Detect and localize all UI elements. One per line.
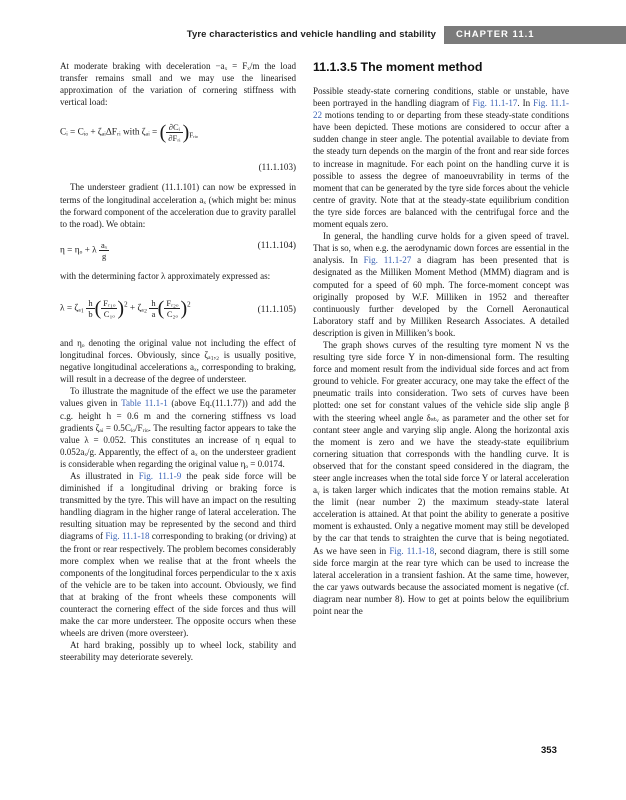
text-run: Possible steady-state cornering conditions, stable or unstable, have been portrayed in the handling diagram of [313, 86, 569, 109]
figure-link[interactable]: Fig. 11.1-27 [363, 255, 412, 266]
text-run: In general, the handling curve holds for a given speed of travel. That is so, when e.g. the aerodynamic down forces are essential in the analysis. In [313, 231, 569, 266]
frac-numerator: h [88, 297, 93, 308]
running-header [0, 26, 626, 44]
right-column [313, 60, 569, 617]
frac-denominator: a [151, 308, 156, 319]
equation-term: + ζₐ₂ [129, 303, 148, 314]
equation-number: (11.1.104) [257, 240, 296, 251]
equation-body: λ = ζₐ₁ [60, 303, 85, 314]
section-title: 11.1.3.5 The moment method [313, 60, 483, 74]
figure-link[interactable]: Fig. 11.1-9 [138, 470, 182, 481]
chapter-tab: CHAPTER 11.1 [444, 26, 626, 44]
paragraph [313, 230, 569, 339]
frac-numerator: aₓ [101, 239, 108, 250]
paragraph: and ηₒ denoting the original value not including the effect of longitudinal forces. Obviously, since ζₐ₁,₂ is usually positive, negative longitudinal accelerations aₓ, corresponding to braking, will result in a decrease of the degree of understeer. [60, 337, 296, 385]
equation-body: Cᵢ = Cᵢₒ + ζₐᵢΔFᵣᵢ with ζₐᵢ = [60, 128, 158, 139]
equation-number: (11.1.105) [257, 304, 296, 315]
text-run: corresponding to braking (or driving) at the front or rear respectively. The problem becomes considerably more complex when we realise that at the front wheels the components of the longitudinal forces perpendicular to the x axis of the vehicle are to be taken into account. Obviously, we find that at braking of the front wheels these components will counteract the cornering effect of the side forces and thus will make the car more understeer. The opposite occurs when these wheels are driven (more oversteer). [60, 531, 296, 639]
page-number: 353 [541, 745, 557, 756]
equation-subscript: Fᵣᵢₒ [189, 131, 198, 140]
frac-numerator: Fᵣ₂ₒ [166, 297, 179, 308]
equation-number: (11.1.103) [258, 162, 296, 173]
table-link[interactable]: Table 11.1-1 [121, 398, 168, 409]
exponent: 2 [124, 300, 128, 309]
paragraph [60, 470, 296, 639]
equation-11-1-103: Cᵢ = Cᵢₒ + ζₐᵢΔFᵣᵢ with ζₐᵢ = ( $\frac{\text{∂Cᵢ}}{\text{∂Fᵣᵢ}}$ )$_{Fᵣᵢ_o}$ [60, 121, 198, 144]
text-run: As illustrated in [70, 470, 139, 481]
figure-link[interactable]: Fig. 11.1-18 [389, 545, 435, 556]
text-run: To illustrate the magnitude of the effect we use the parameter values given in [60, 386, 296, 409]
text-run: motions tending to or departing from these steady-state conditions have been depicted. These motions are considered to occur after a sudden change in steer angle. The potential available to deviate from the steady turn depends on the margin of the front and rear side forces to increase in magnitude. For each point on the handling curve it is possible to assess the degree of manoeuvrability in terms of the moment that can be generated by the tyre side forces about the vehicle centre of gravity. Note that at the steady-state equilibrium condition the tyre side forces are balanced with the centrifugal force and the moment equals zero. [313, 110, 569, 230]
paragraph: At hard braking, possibly up to wheel lock, stability and steerability may deteriorate severely. [60, 640, 296, 663]
text-run: (above Eq.(11.1.77)) and add the c.g. height h = 0.6 m and the cornering stiffness vs load gradients ζₐᵢ = 0.5Cᵢₒ/Fᵣᵢₒ. The resulting factor appears to take the value λ = 0.052. This constitutes an increase of η equal to 0.052aₓ/g. Apparently, the effect of aₓ on the understeer gradient is considerable when regarding the original value ηₒ = 0.0174. [60, 398, 296, 469]
frac-numerator: ∂Cᵢ [166, 122, 182, 133]
paragraph [313, 339, 569, 617]
left-column [60, 60, 296, 663]
exponent: 2 [187, 300, 191, 309]
figure-link[interactable]: Fig. 11.1-22 [313, 98, 569, 121]
paragraph [60, 385, 296, 470]
frac-denominator: C₁ₒ [103, 308, 115, 319]
frac-denominator: ∂Fᵣᵢ [168, 133, 181, 144]
paragraph: At moderate braking with deceleration −aₓ = Fₓ/m the load transfer remains small and we may use the linearised approximation of the variation of cornering stiffness with vertical load: [60, 61, 296, 108]
frac-denominator: C₂ₒ [166, 308, 178, 319]
text-run: , second diagram, there is still some side force margin at the rear tyre which can be used to increase the lateral acceleration in a transient fashion. At the same time, however, the car yaws outwards because the associated moment is negative (cf. diagram near number 8). How to get at points below the equilibrium point near the [313, 545, 569, 617]
equation-11-1-105: λ = ζₐ₁ $\frac{h}{b}$ ( $\frac{\text{Fᵣ₁ₒ}}{\text{C₁ₒ}}$ )$^2$ + ζₐ₂ $\frac{h}{a}$ ( $\frac{\text{Fᵣ₂ₒ}}{\text{C₂ₒ}}$ )$^2$ (11.1.105) [60, 297, 296, 320]
frac-denominator: g [102, 250, 107, 261]
figure-link[interactable]: Fig. 11.1-17 [472, 98, 518, 109]
frac-numerator: Fᵣ₁ₒ [103, 297, 116, 308]
text-run: . In [517, 98, 534, 109]
paragraph: with the determining factor λ approximately expressed as: [60, 270, 271, 281]
frac-numerator: h [151, 297, 156, 308]
figure-link[interactable]: Fig. 11.1-18 [105, 531, 150, 542]
paragraph [313, 85, 569, 230]
paragraph: The understeer gradient (11.1.101) can now be expressed in terms of the longitudinal acceleration aₓ (which might be: minus the forward component of the acceleration due to gravity parallel to the road). We obtain: [60, 182, 296, 229]
text-run: a diagram has been presented that is designated as the Milliken Moment Method (MMM) diagram and is computed for a speed of 60 mph. The force-moment concept was originally proposed by W.F. Milliken in 1952 and thereafter continuously further developed by the Cornell Aeronautical Laboratory staff and by Milliken Research Associates. A detailed description is given in Milliken’s book. [313, 255, 570, 338]
equation-11-1-104 [60, 238, 296, 264]
text-run: The graph shows curves of the resulting tyre moment N vs the resulting tyre side force Y in non-dimensional form. The resulting force and moment result from the individual side forces and act from ground to vehicle. For greater accuracy, one may take the effect of the pneumatic trails into consideration. Two sets of curves have been plotted: one set for constant values of the vehicle side slip angle β with the steering wheel angle δₛₜᵥ as parameter and the other set for contant steer angle and varying slip angle. Along the horizontal axis the moment is zero and we have the steady-state equilibrium cornering situation that corresponds with the handling curve. It is observed that for the constant speed considered in the diagram, the steer angle increases when the total side force Y or lateral acceleration aᵧ is taken larger which indicates that the motion remains stable. At the limit (near number 2) the maximum steady-state lateral acceleration is attained. At that point the ability to generate a positive moment is exhausted. Only a negative moment may still be developed by the car that tends to straighten the curve that is being negotiated. As we have seen in [313, 339, 569, 556]
running-title: Tyre characteristics and vehicle handling and stability [186, 29, 436, 40]
text-run: the peak side force will be diminished if a longitudinal driving or braking force is transmitted by the tyre. This will have an impact on the resulting handling diagram in the higher range of lateral acceleration. The resulting situation may be represented by the second and third diagrams of [60, 470, 297, 542]
equation-body: η = ηₒ + λ [60, 245, 97, 256]
frac-denominator: b [88, 308, 93, 319]
